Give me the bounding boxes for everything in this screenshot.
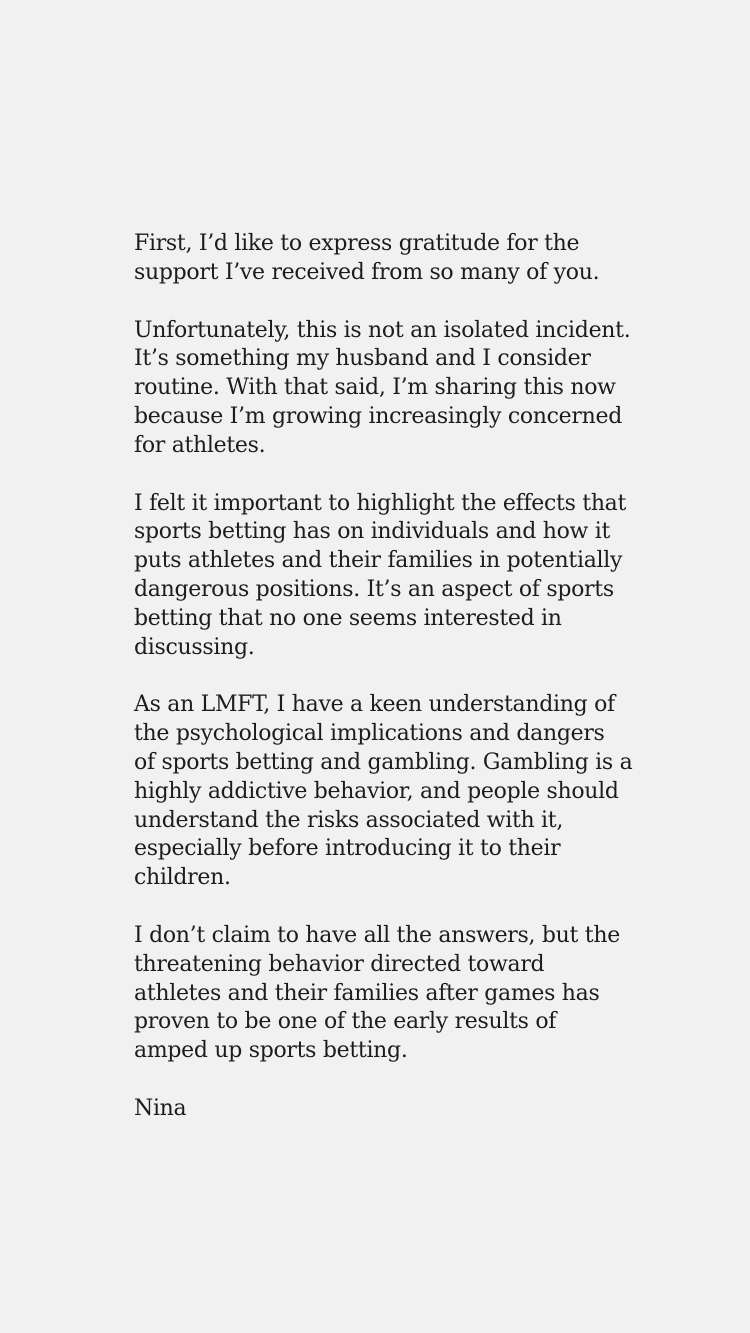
text-line: highly addictive behavior, and people should [134, 778, 619, 804]
text-line: First, I’d like to express gratitude for the [134, 231, 580, 256]
text-line: threatening behavior directed toward [134, 951, 545, 977]
text-line: understand the risks associated with it, [134, 807, 564, 833]
paragraph-effects [134, 490, 734, 663]
text-line: It’s something my husband and I consider [134, 346, 591, 372]
text-line: especially before introducing it to their [134, 836, 561, 862]
signature [134, 1095, 734, 1124]
text-line: athletes and their families after games has [134, 980, 600, 1006]
text-line: support I’ve received from so many of you. [134, 259, 600, 285]
text-line: dangerous positions. It’s an aspect of sports [134, 576, 614, 602]
paragraph-not-isolated [134, 317, 734, 461]
paragraph-answers [134, 922, 734, 1066]
text-line: of sports betting and gambling. Gambling is a [134, 749, 633, 775]
text-line: Unfortunately, this is not an isolated incident. [134, 317, 631, 343]
paragraph-lmft [134, 691, 734, 893]
text-line: children. [134, 865, 231, 891]
text-line: I don’t claim to have all the answers, but the [134, 922, 620, 948]
statement-body [134, 230, 734, 1153]
text-line: puts athletes and their families in potentially [134, 548, 623, 574]
text-line: proven to be one of the early results of [134, 1009, 557, 1035]
text-line: routine. With that said, I’m sharing this now [134, 375, 616, 401]
text-line: I felt it important to highlight the effects that [134, 490, 627, 516]
text-line: amped up sports betting. [134, 1038, 408, 1064]
paragraph-gratitude [134, 230, 734, 288]
text-line: the psychological implications and dangers [134, 721, 605, 747]
text-line: for athletes. [134, 432, 266, 458]
text-line: As an LMFT, I have a keen understanding of [134, 692, 615, 718]
text-line: betting that no one seems interested in [134, 605, 562, 631]
signature-name: Nina [134, 1095, 187, 1121]
text-line: because I’m growing increasingly concerned [134, 403, 622, 429]
text-line: discussing. [134, 634, 255, 660]
text-line: sports betting has on individuals and how it [134, 519, 611, 545]
